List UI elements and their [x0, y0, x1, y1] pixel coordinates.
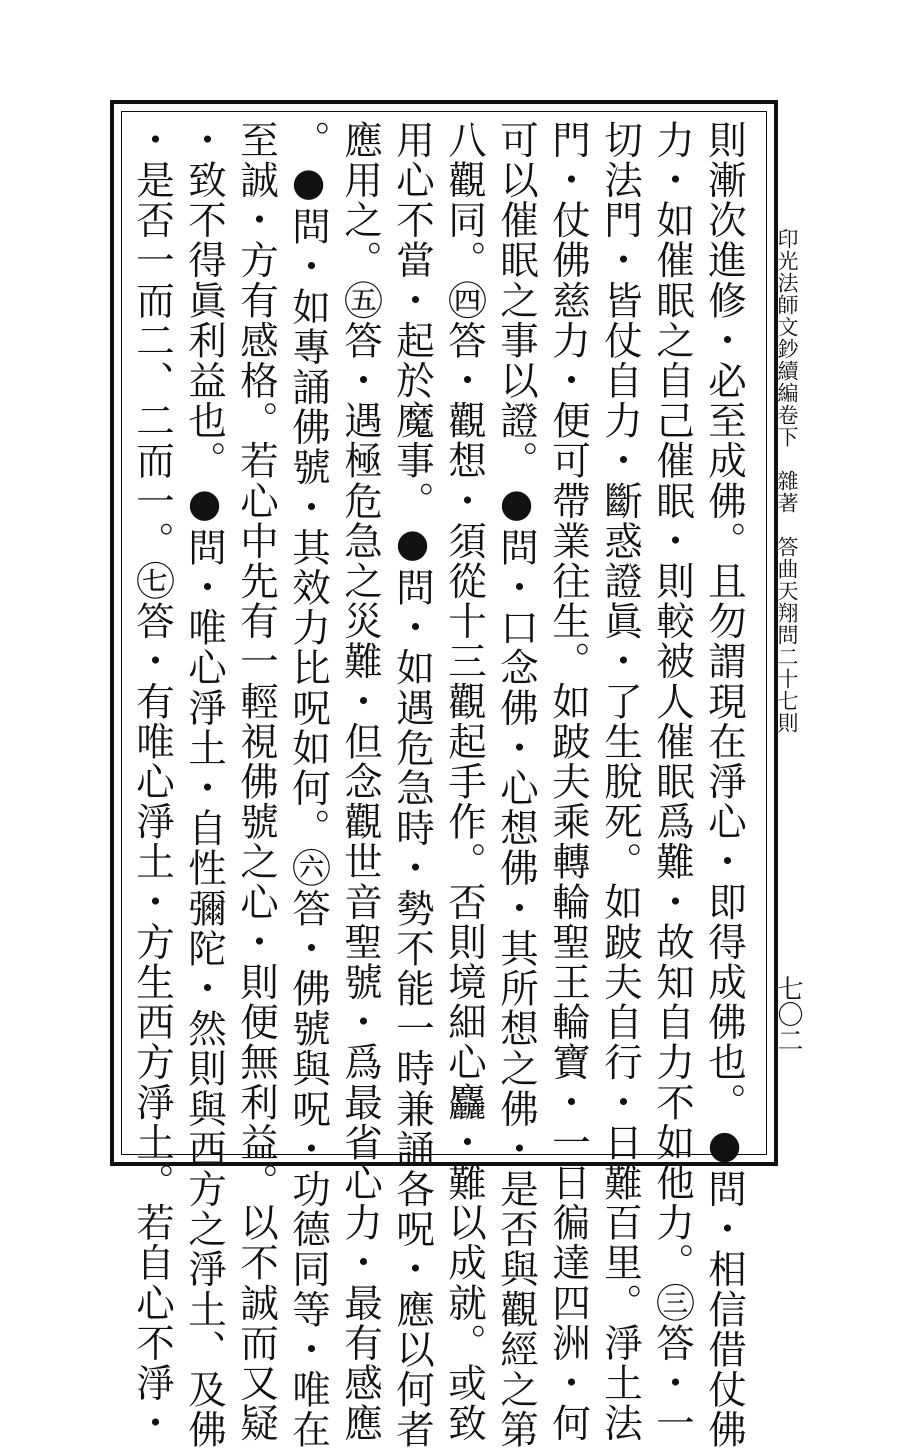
text-column-11: ・致不得眞利益也。●問・唯心淨土・自性彌陀・然則與西方之淨土、及佛	[182, 120, 227, 1450]
page-number: 七〇二	[773, 975, 803, 1053]
text-column-10: 至誠・方有感格。若心中先有一輕視佛號之心・則便無利益。以不誠而又疑	[234, 120, 279, 1444]
text-column-9: 。●問・如專誦佛號・其效力比呪如何。㊅答・佛號與呪・功德同等・唯在	[286, 120, 331, 1450]
text-column-4: 門・仗佛慈力・便可帶業往生。如跛夫乘轉輪聖王輪寶・一日徧達四洲・何	[546, 120, 591, 1444]
text-column-3: 切法門・皆仗自力・斷惑證眞・了生脫死。如跛夫自行・日難百里。淨土法	[598, 120, 643, 1444]
text-column-2: 力・如催眠之自己催眠・則較被人催眠爲難・故知自力不如他力。㊂答・一	[650, 120, 695, 1444]
text-column-12: ・是否一而二、二而一。㊆答・有唯心淨土・方生西方淨土。若自心不淨・	[130, 120, 175, 1444]
text-column-5: 可以催眠之事以證。●問・口念佛・心想佛・其所想之佛・是否與觀經之第	[494, 120, 539, 1450]
text-column-1: 則漸次進修・必至成佛。且勿謂現在淨心・即得成佛也。●問・相信借仗佛	[702, 120, 747, 1450]
running-header: 印光法師文鈔續編卷下 雜著 答曲天翔問二十七則	[775, 228, 799, 734]
text-column-8: 應用之。㊄答・遇極危急之災難・但念觀世音聖號・爲最省心力・最有感應	[338, 120, 383, 1444]
text-column-7: 用心不當・起於魔事。●問・如遇危急時・勢不能一時兼誦各呪・應以何者	[390, 120, 435, 1450]
text-column-6: 八觀同。㊃答・觀想・須從十三觀起手作。否則境細心麤・難以成就。或致	[442, 120, 487, 1444]
